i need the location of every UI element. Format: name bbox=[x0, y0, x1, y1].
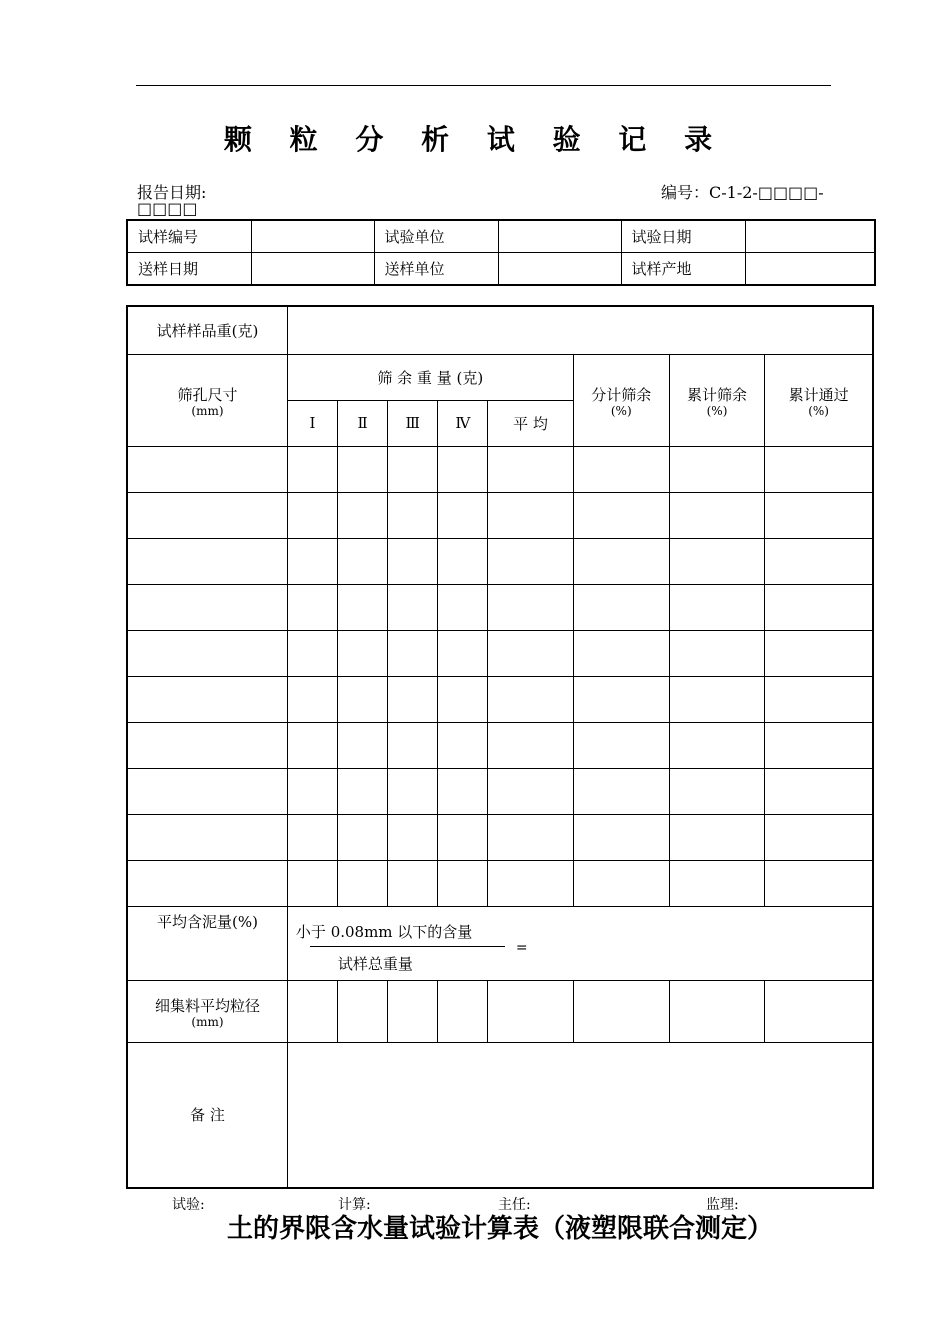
table-cell[interactable] bbox=[488, 814, 573, 860]
table-cell[interactable] bbox=[388, 538, 438, 584]
supervisor-signature-label: 监理: bbox=[706, 1197, 739, 1213]
table-cell[interactable] bbox=[338, 676, 388, 722]
table-cell[interactable] bbox=[573, 630, 669, 676]
col-header-iii: Ⅲ bbox=[388, 400, 438, 446]
send-unit-label: 送样单位 bbox=[374, 253, 498, 286]
send-unit-field[interactable] bbox=[498, 253, 621, 286]
table-cell[interactable] bbox=[488, 676, 573, 722]
table-cell[interactable] bbox=[438, 722, 488, 768]
test-unit-label: 试验单位 bbox=[374, 220, 498, 253]
table-row bbox=[127, 584, 873, 630]
partial-retained-unit: (%) bbox=[610, 403, 632, 418]
report-date-label: 报告日期: bbox=[137, 183, 207, 202]
send-date-field[interactable] bbox=[251, 253, 374, 286]
sample-weight-field[interactable] bbox=[287, 306, 873, 354]
table-cell[interactable] bbox=[287, 814, 337, 860]
table-cell[interactable] bbox=[669, 768, 764, 814]
table-cell[interactable] bbox=[287, 768, 337, 814]
col-header-iv: Ⅳ bbox=[438, 400, 488, 446]
sample-weight-label: 试样样品重(克) bbox=[127, 306, 287, 354]
table-cell[interactable] bbox=[438, 814, 488, 860]
fine-aggregate-cell[interactable] bbox=[287, 980, 337, 1042]
table-cell[interactable] bbox=[388, 814, 438, 860]
tester-signature-label: 试验: bbox=[172, 1197, 205, 1213]
table-cell[interactable] bbox=[573, 538, 669, 584]
table-cell[interactable] bbox=[669, 722, 764, 768]
fine-aggregate-cell[interactable] bbox=[669, 980, 764, 1042]
page-title: 颗 粒 分 析 试 验 记 录 bbox=[223, 123, 727, 156]
table-cell[interactable] bbox=[765, 538, 873, 584]
cumulative-retained-header bbox=[669, 354, 764, 446]
col-header-average: 平 均 bbox=[488, 400, 573, 446]
table-row bbox=[127, 860, 873, 906]
cumulative-retained-label: 累计筛余 bbox=[687, 385, 748, 404]
test-date-field[interactable] bbox=[745, 220, 875, 253]
table-cell[interactable] bbox=[287, 860, 337, 906]
table-cell[interactable] bbox=[388, 584, 438, 630]
table-cell[interactable] bbox=[287, 446, 337, 492]
cumulative-passing-header bbox=[765, 354, 873, 446]
table-cell[interactable] bbox=[669, 860, 764, 906]
table-cell[interactable] bbox=[573, 584, 669, 630]
top-rule bbox=[136, 85, 831, 86]
table-cell[interactable] bbox=[388, 722, 438, 768]
table-row bbox=[127, 814, 873, 860]
table-cell[interactable] bbox=[573, 492, 669, 538]
table-cell[interactable] bbox=[573, 860, 669, 906]
test-date-label: 试验日期 bbox=[621, 220, 745, 253]
table-cell[interactable] bbox=[438, 630, 488, 676]
table-cell[interactable] bbox=[765, 768, 873, 814]
sample-info-table bbox=[126, 219, 876, 286]
serial-number-label: 编号：C-1-2-□□□□- bbox=[661, 183, 824, 202]
table-cell[interactable] bbox=[338, 538, 388, 584]
table-cell[interactable] bbox=[338, 446, 388, 492]
table-cell[interactable] bbox=[127, 722, 287, 768]
table-row bbox=[127, 538, 873, 584]
origin-field[interactable] bbox=[745, 253, 875, 286]
table-cell[interactable] bbox=[127, 630, 287, 676]
table-cell[interactable] bbox=[669, 814, 764, 860]
table-cell[interactable] bbox=[338, 722, 388, 768]
table-cell[interactable] bbox=[388, 768, 438, 814]
table-cell[interactable] bbox=[573, 722, 669, 768]
send-date-label: 送样日期 bbox=[127, 253, 251, 286]
table-cell[interactable] bbox=[338, 630, 388, 676]
table-row bbox=[127, 768, 873, 814]
test-unit-field[interactable] bbox=[498, 220, 621, 253]
table-cell[interactable] bbox=[438, 676, 488, 722]
sample-no-label: 试样编号 bbox=[127, 220, 251, 253]
table-cell[interactable] bbox=[338, 584, 388, 630]
serial-number-continuation: □□□□ bbox=[137, 199, 198, 218]
fine-aggregate-cell[interactable] bbox=[765, 980, 873, 1042]
table-cell[interactable] bbox=[338, 768, 388, 814]
remarks-field[interactable] bbox=[287, 1042, 873, 1188]
fine-aggregate-header bbox=[127, 980, 287, 1042]
table-cell[interactable] bbox=[765, 860, 873, 906]
col-header-ii: Ⅱ bbox=[338, 400, 388, 446]
table-cell[interactable] bbox=[438, 446, 488, 492]
table-cell[interactable] bbox=[127, 814, 287, 860]
fine-aggregate-label: 细集料平均粒径 bbox=[154, 996, 260, 1015]
table-row bbox=[127, 630, 873, 676]
table-cell[interactable] bbox=[488, 860, 573, 906]
table-cell[interactable] bbox=[669, 538, 764, 584]
table-row bbox=[127, 446, 873, 492]
fine-aggregate-cell[interactable] bbox=[488, 980, 573, 1042]
chief-signature-label: 主任: bbox=[498, 1197, 531, 1213]
sieve-size-unit: (mm) bbox=[191, 403, 224, 418]
table-cell[interactable] bbox=[488, 446, 573, 492]
table-cell[interactable] bbox=[669, 446, 764, 492]
remarks-label: 备 注 bbox=[127, 1042, 287, 1188]
table-cell[interactable] bbox=[488, 768, 573, 814]
table-cell[interactable] bbox=[438, 584, 488, 630]
formula-fraction-bar bbox=[310, 946, 505, 947]
calc-signature-label: 计算: bbox=[338, 1197, 371, 1213]
avg-mud-formula-cell[interactable] bbox=[287, 906, 873, 980]
table-cell[interactable] bbox=[287, 676, 337, 722]
table-cell[interactable] bbox=[765, 492, 873, 538]
formula-equals: = bbox=[515, 940, 528, 956]
table-cell[interactable] bbox=[669, 584, 764, 630]
table-cell[interactable] bbox=[573, 768, 669, 814]
next-form-title: 土的界限含水量试验计算表（液塑限联合测定） bbox=[226, 1214, 773, 1244]
table-cell[interactable] bbox=[438, 768, 488, 814]
table-cell[interactable] bbox=[573, 814, 669, 860]
cumulative-retained-unit: (%) bbox=[706, 403, 728, 418]
fine-aggregate-cell[interactable] bbox=[573, 980, 669, 1042]
fine-aggregate-cell[interactable] bbox=[388, 980, 438, 1042]
partial-retained-header bbox=[573, 354, 669, 446]
table-cell[interactable] bbox=[669, 676, 764, 722]
table-cell[interactable] bbox=[765, 676, 873, 722]
table-cell[interactable] bbox=[127, 584, 287, 630]
table-cell[interactable] bbox=[488, 538, 573, 584]
data-rows bbox=[127, 446, 873, 906]
table-cell[interactable] bbox=[127, 492, 287, 538]
table-cell[interactable] bbox=[488, 492, 573, 538]
table-cell[interactable] bbox=[338, 814, 388, 860]
sieve-size-header bbox=[127, 354, 287, 446]
cumulative-passing-label: 累计通过 bbox=[788, 385, 849, 404]
formula-denominator: 试样总重量 bbox=[337, 955, 413, 973]
table-cell[interactable] bbox=[573, 676, 669, 722]
table-cell[interactable] bbox=[573, 446, 669, 492]
table-cell[interactable] bbox=[127, 860, 287, 906]
table-cell[interactable] bbox=[338, 492, 388, 538]
sieve-size-label: 筛孔尺寸 bbox=[177, 385, 238, 404]
table-cell[interactable] bbox=[669, 492, 764, 538]
retained-weight-header: 筛 余 重 量 (克) bbox=[287, 354, 573, 400]
table-cell[interactable] bbox=[287, 538, 337, 584]
table-cell[interactable] bbox=[765, 722, 873, 768]
origin-label: 试样产地 bbox=[621, 253, 745, 286]
sample-no-field[interactable] bbox=[251, 220, 374, 253]
table-cell[interactable] bbox=[669, 630, 764, 676]
avg-mud-label: 平均含泥量(%) bbox=[127, 906, 287, 980]
table-cell[interactable] bbox=[488, 722, 573, 768]
table-cell[interactable] bbox=[287, 722, 337, 768]
partial-retained-label: 分计筛余 bbox=[591, 385, 652, 404]
table-cell[interactable] bbox=[438, 860, 488, 906]
table-row bbox=[127, 492, 873, 538]
table-cell[interactable] bbox=[127, 768, 287, 814]
table-cell[interactable] bbox=[287, 630, 337, 676]
table-cell[interactable] bbox=[765, 584, 873, 630]
table-cell[interactable] bbox=[388, 630, 438, 676]
table-cell[interactable] bbox=[388, 446, 438, 492]
table-row bbox=[127, 722, 873, 768]
table-cell[interactable] bbox=[287, 492, 337, 538]
table-cell[interactable] bbox=[438, 492, 488, 538]
fine-aggregate-cell[interactable] bbox=[438, 980, 488, 1042]
table-cell[interactable] bbox=[488, 584, 573, 630]
table-cell[interactable] bbox=[388, 860, 438, 906]
fine-aggregate-unit: (mm) bbox=[191, 1014, 224, 1029]
fine-aggregate-cell[interactable] bbox=[338, 980, 388, 1042]
table-cell[interactable] bbox=[287, 584, 337, 630]
table-cell[interactable] bbox=[127, 446, 287, 492]
sieve-analysis-table bbox=[126, 305, 874, 1189]
table-cell[interactable] bbox=[127, 538, 287, 584]
table-cell[interactable] bbox=[765, 446, 873, 492]
table-row bbox=[127, 676, 873, 722]
table-cell[interactable] bbox=[488, 630, 573, 676]
col-header-i: Ⅰ bbox=[287, 400, 337, 446]
table-cell[interactable] bbox=[438, 538, 488, 584]
table-cell[interactable] bbox=[765, 814, 873, 860]
formula-numerator: 小于 0.08mm 以下的含量 bbox=[295, 923, 473, 941]
cumulative-passing-unit: (%) bbox=[808, 403, 829, 418]
table-cell[interactable] bbox=[765, 630, 873, 676]
table-cell[interactable] bbox=[127, 676, 287, 722]
table-cell[interactable] bbox=[388, 676, 438, 722]
table-cell[interactable] bbox=[388, 492, 438, 538]
table-cell[interactable] bbox=[338, 860, 388, 906]
